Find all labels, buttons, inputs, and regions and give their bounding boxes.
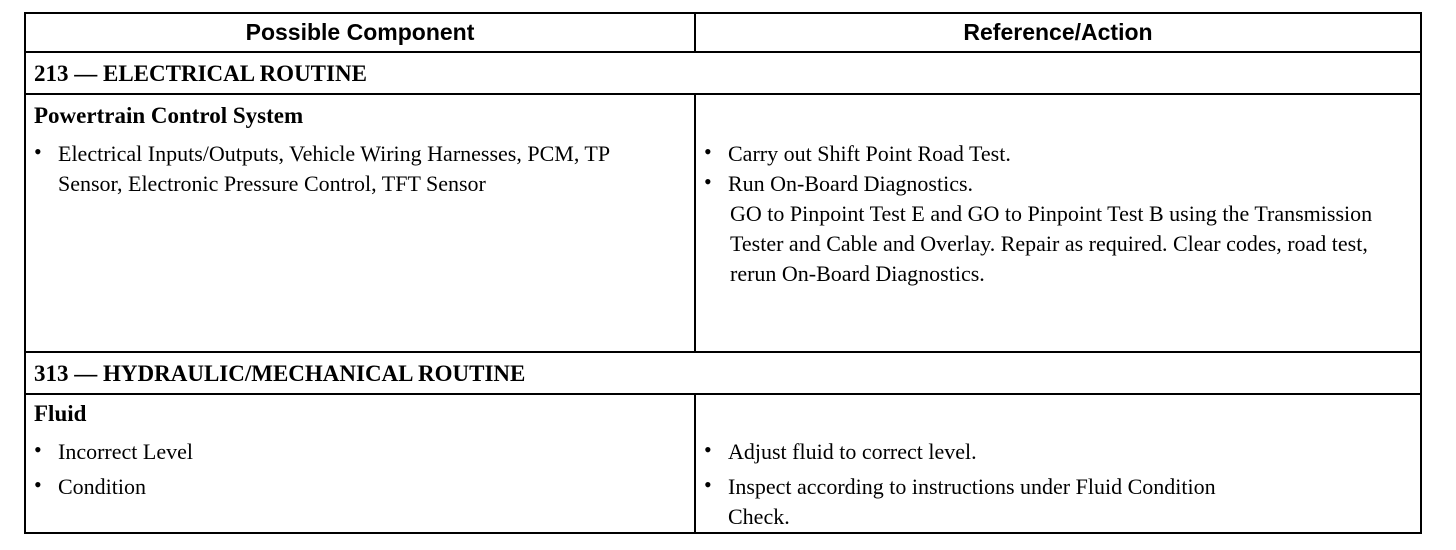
component-bullet: • Electrical Inputs/Outputs, Vehicle Wiring Harnesses, PCM, TP Sensor, Electronic Pressure Control, TFT Sensor [34,139,664,199]
component-text: Electrical Inputs/Outputs, Vehicle Wiring Harnesses, PCM, TP Sensor, Electronic Pressure Control, TFT Sensor [58,141,610,196]
component-cell [26,395,696,532]
header-possible-component: Possible Component [26,14,696,51]
action-cell [696,95,1420,351]
component-bullet: • Condition [34,472,146,502]
action-bullet: • Carry out Shift Point Road Test. [704,139,1011,169]
diagnostic-table [24,12,1422,534]
table-header [26,14,1420,53]
component-title: Fluid [34,401,87,426]
action-bullet: • Run On-Board Diagnostics. [704,169,973,199]
section-body-hydraulic [26,395,1420,532]
section-title-electrical: 213 — ELECTRICAL ROUTINE [26,53,1420,95]
section-title-hydraulic: 313 — HYDRAULIC/MECHANICAL ROUTINE [26,353,1420,395]
action-bullet: • Inspect according to instructions under Fluid Condition Check. [704,472,1224,532]
header-reference-action: Reference/Action [963,19,1153,45]
action-text: Carry out Shift Point Road Test. [728,141,1011,166]
action-cell [696,395,1420,532]
component-title: Powertrain Control System [34,103,304,128]
action-bullet: • Adjust fluid to correct level. [704,437,977,467]
section-body-electrical [26,95,1420,353]
component-text: Incorrect Level [58,439,193,464]
action-text: Adjust fluid to correct level. [728,439,977,464]
component-text: Condition [58,474,147,499]
action-text: Run On-Board Diagnostics. [728,171,974,196]
component-bullet: • Incorrect Level [34,437,193,467]
action-text: Inspect according to instructions under Fluid Condition Check. [728,474,1216,529]
component-cell [26,95,696,351]
action-note: GO to Pinpoint Test E and GO to Pinpoint Test B using the Transmission Tester and Cable and Overlay. Repair as required. Clear codes, road test, rerun On-Board Diagnostics. [730,201,1373,286]
